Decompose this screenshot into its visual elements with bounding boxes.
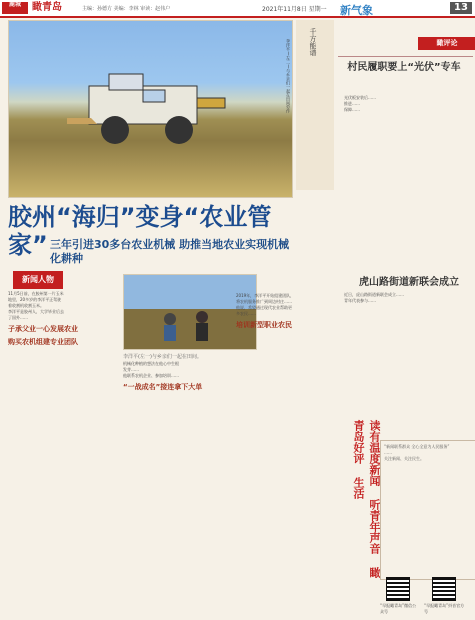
newspaper-name: 新气象 — [340, 4, 373, 17]
right-article-2-line: 近日，虎山路街道新联会成立…… — [344, 292, 404, 297]
brand-box: 鹿城 — [2, 2, 28, 14]
article-line: 发芽…… — [123, 367, 139, 372]
article-line: 着收割机收割玉米。 — [8, 303, 44, 308]
article-line: 他联系农机企业、参加培训…… — [123, 373, 179, 378]
article-line: 多农民…… — [236, 311, 256, 316]
subheading: 购买农机组建专业团队 — [8, 338, 78, 346]
section-title: 瞰青岛 — [32, 2, 62, 13]
right-article-1-line: 保障…… — [344, 107, 360, 112]
side-band — [296, 20, 334, 190]
page-header — [0, 0, 475, 18]
right-article-2-body — [344, 292, 470, 304]
right-article-1-line: 光伏板安装后…… — [344, 95, 376, 100]
quote-line: 关注新闻、关注民生。 — [384, 456, 424, 461]
qr-code[interactable] — [386, 577, 410, 601]
harvester-illustration — [67, 60, 241, 152]
editorial-meta: 主编：孙德方 美编：李林 审读：赵伟户 — [82, 6, 171, 12]
subheading: 子承父业一心发展农业 — [8, 325, 78, 333]
subheading: 培训新型职业农民 — [236, 321, 292, 329]
photo-side-label: 李洋平(左二)与乡亲们一起在田间劳作 — [286, 39, 291, 113]
article-line: 了国外…… — [8, 315, 28, 320]
article-line: 将农机服务推广到周边村庄…… — [236, 299, 292, 304]
article-column-middle — [123, 361, 231, 394]
article-line: 他说，希望通过现代农业帮助更 — [236, 305, 292, 310]
article-column-left — [8, 291, 116, 349]
article-line: 机械化种植的想法在他心中生根 — [123, 361, 179, 366]
right-section-divider — [338, 56, 473, 57]
news-person-tag: 新闻人物 — [13, 271, 63, 289]
side-band-label: 千方能谱 — [309, 28, 317, 56]
right-article-1-title: 村民履职要上“光伏”专车 — [347, 62, 461, 73]
publication-date: 2021年11月8日 星期一 — [262, 6, 327, 13]
subheading: “一战成名”接连拿下大单 — [123, 383, 203, 391]
quote-box — [380, 440, 475, 580]
right-article-2-title: 虎山路街道新联会成立 — [359, 277, 459, 288]
article-line: 地里，20多岁的李洋平正驾驶 — [8, 297, 62, 302]
quote-line: “新闻联系群众 全心全意为人民服务” — [384, 444, 450, 449]
page-number: 13 — [450, 2, 472, 14]
subheadline: 三年引进30多台农业机械 助推当地农业实现机械化耕种 — [50, 238, 290, 265]
main-photo — [8, 20, 293, 198]
photo-caption: 李洋平(左一)与乡亲们一起在田间。 — [123, 354, 202, 360]
qr-area — [380, 575, 470, 615]
article-line: 李洋平是胶州人，大学毕业后去 — [8, 309, 64, 314]
right-section-head: 瞰评论 — [418, 37, 475, 50]
qr-label: “早报瞰青岛”抖音官方号 — [424, 603, 465, 614]
vertical-slogan: 读有温度新闻 听青年声音 瞰青岛好评 生活 — [352, 420, 381, 578]
qr-code[interactable] — [432, 577, 456, 601]
qr-label: “早报瞰青岛”微信公众号 — [380, 603, 417, 614]
quote-line: …… — [384, 450, 392, 455]
article-line: 2019年，李洋平开始组建团队， — [236, 293, 295, 298]
right-article-2-line: 青年代表参与…… — [344, 298, 376, 303]
headline: 胶州“海归”变身“农业管家” — [8, 203, 272, 259]
right-article-1-body — [344, 95, 470, 113]
article-line: 11月5日前，在胶州第一片玉米 — [8, 291, 64, 296]
article-column-right — [236, 293, 326, 332]
right-article-1-line: 推进…… — [344, 101, 360, 106]
